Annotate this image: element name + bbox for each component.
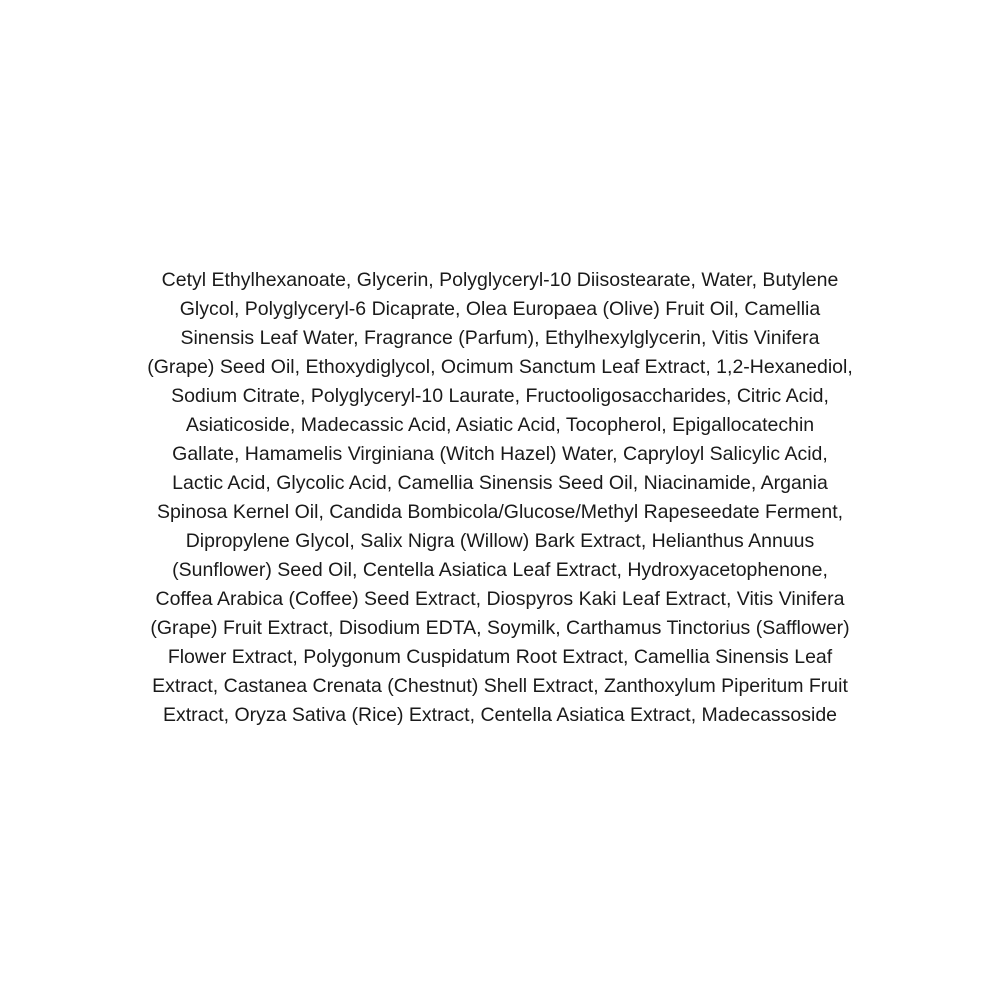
- ingredient-line: Flower Extract, Polygonum Cuspidatum Root Extract, Camellia Sinensis Leaf: [167, 646, 833, 668]
- ingredients-list: [90, 266, 910, 730]
- ingredient-line: Asiaticoside, Madecassic Acid, Asiatic Acid, Tocopherol, Epigallocatechin: [185, 414, 815, 436]
- ingredient-line: (Grape) Seed Oil, Ethoxydiglycol, Ocimum Sanctum Leaf Extract, 1,2-Hexanediol,: [147, 356, 853, 378]
- ingredient-line: Lactic Acid, Glycolic Acid, Camellia Sinensis Seed Oil, Niacinamide, Argania: [172, 472, 828, 494]
- ingredient-line: Gallate, Hamamelis Virginiana (Witch Hazel) Water, Capryloyl Salicylic Acid,: [172, 443, 828, 465]
- ingredient-line: Cetyl Ethylhexanoate, Glycerin, Polyglyceryl-10 Diisostearate, Water, Butylene: [161, 269, 839, 291]
- ingredient-line: Glycol, Polyglyceryl-6 Dicaprate, Olea Europaea (Olive) Fruit Oil, Camellia: [179, 298, 821, 320]
- ingredient-line: Sinensis Leaf Water, Fragrance (Parfum), Ethylhexylglycerin, Vitis Vinifera: [180, 327, 820, 349]
- ingredient-line: Spinosa Kernel Oil, Candida Bombicola/Glucose/Methyl Rapeseedate Ferment,: [156, 501, 844, 523]
- ingredient-line: Sodium Citrate, Polyglyceryl-10 Laurate, Fructooligosaccharides, Citric Acid,: [171, 385, 829, 407]
- ingredient-line: Extract, Oryza Sativa (Rice) Extract, Centella Asiatica Extract, Madecassoside: [162, 704, 838, 726]
- ingredient-line: (Sunflower) Seed Oil, Centella Asiatica Leaf Extract, Hydroxyacetophenone,: [172, 559, 828, 581]
- ingredient-line: Coffea Arabica (Coffee) Seed Extract, Diospyros Kaki Leaf Extract, Vitis Vinifera: [155, 588, 845, 610]
- ingredient-line: Extract, Castanea Crenata (Chestnut) Shell Extract, Zanthoxylum Piperitum Fruit: [152, 675, 848, 697]
- ingredient-line: (Grape) Fruit Extract, Disodium EDTA, Soymilk, Carthamus Tinctorius (Safflower): [150, 617, 850, 639]
- ingredient-line: Dipropylene Glycol, Salix Nigra (Willow) Bark Extract, Helianthus Annuus: [185, 530, 815, 552]
